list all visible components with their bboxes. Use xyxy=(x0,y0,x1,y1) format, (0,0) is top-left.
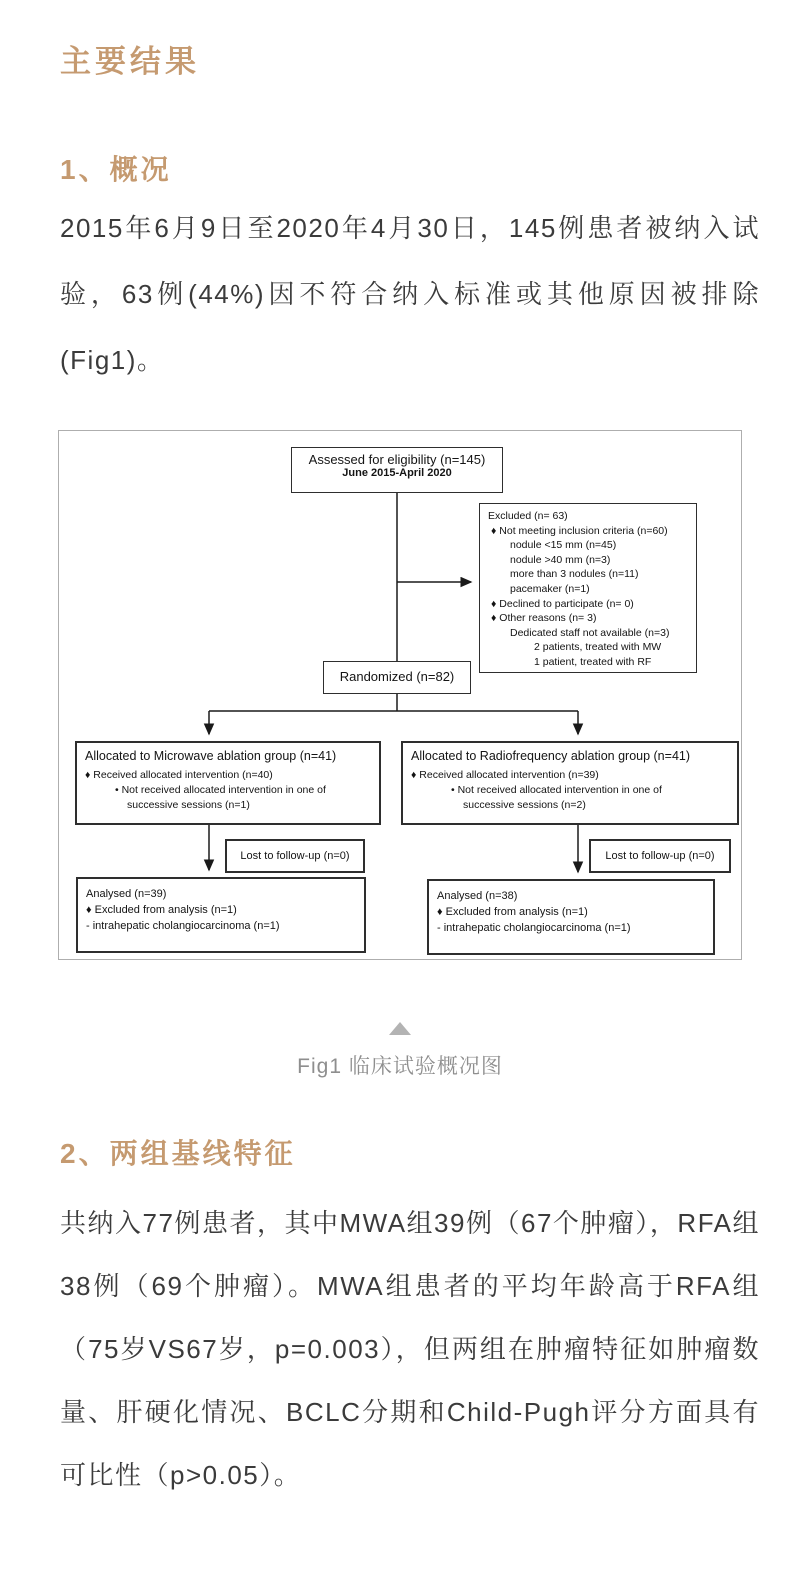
analysed-mwa-line: ♦ Excluded from analysis (n=1) xyxy=(86,904,237,916)
excluded-line: more than 3 nodules (n=11) xyxy=(510,568,639,581)
flowchart-box-lost-mwa xyxy=(225,839,365,873)
rfa-allocation-line: successive sessions (n=2) xyxy=(463,799,586,811)
rfa-allocation-line: ♦ Received allocated intervention (n=39) xyxy=(411,769,599,781)
consort-flowchart-figure xyxy=(58,430,742,960)
analysed-mwa-line: - intrahepatic cholangiocarcinoma (n=1) xyxy=(86,920,280,932)
page-title: 主要结果 xyxy=(60,44,200,80)
excluded-line: ♦ Other reasons (n= 3) xyxy=(491,612,597,625)
collapse-triangle-icon xyxy=(389,1022,411,1035)
mwa-allocation-line: ♦ Received allocated intervention (n=40) xyxy=(85,769,273,781)
assessed-dates: June 2015-April 2020 xyxy=(342,467,452,479)
excluded-line: pacemaker (n=1) xyxy=(510,582,590,595)
mwa-allocation-title: Allocated to Microwave ablation group (n=41) xyxy=(85,749,337,763)
figure-caption: Fig1 临床试验概况图 xyxy=(297,1055,503,1078)
analysed-rfa-line: Analysed (n=38) xyxy=(437,890,518,902)
flowchart-box-lost-rfa xyxy=(589,839,731,873)
flowchart-box-excluded xyxy=(479,503,697,673)
mwa-allocation-line: • Not received allocated intervention in one of xyxy=(115,784,326,796)
randomized-label: Randomized (n=82) xyxy=(339,669,455,684)
section-1-paragraph: 2015年6月9日至2020年4月30日，145例患者被纳入试验，63例(44%)因不符合纳入标准或其他原因被排除(Fig1)。 xyxy=(60,213,760,375)
section-2-paragraph: 共纳入77例患者，其中MWA组39例（67个肿瘤），RFA组38例（69个肿瘤）。MWA组患者的平均年龄高于RFA组（75岁VS67岁，p=0.003），但两组在肿瘤特征如肿瘤数量、肝硬化情况、BCLC分期和Child-Pugh评分方面具有可比性（p>0.05）。 xyxy=(60,1208,760,1490)
assessed-title: Assessed for eligibility (n=145) xyxy=(308,452,486,467)
flowchart-box-analysed-rfa xyxy=(427,879,715,955)
analysed-mwa-line: Analysed (n=39) xyxy=(86,888,167,900)
excluded-line: ♦ Not meeting inclusion criteria (n=60) xyxy=(491,524,668,537)
analysed-rfa-line: ♦ Excluded from analysis (n=1) xyxy=(437,906,588,918)
excluded-line: Excluded (n= 63) xyxy=(488,510,568,522)
lost-mwa-label: Lost to follow-up (n=0) xyxy=(240,850,350,862)
rfa-allocation-line: • Not received allocated intervention in one of xyxy=(451,784,662,796)
flowchart-box-analysed-mwa xyxy=(76,877,366,953)
mwa-allocation-line: successive sessions (n=1) xyxy=(127,799,250,811)
flowchart-box-randomized xyxy=(323,661,471,694)
section-1-heading: 1、概况 xyxy=(60,154,172,185)
flowchart-box-assessed xyxy=(291,447,503,493)
lost-rfa-label: Lost to follow-up (n=0) xyxy=(605,850,715,862)
flowchart-box-mwa-allocation xyxy=(75,741,381,825)
excluded-line: 1 patient, treated with RF xyxy=(534,655,652,668)
excluded-line: Dedicated staff not available (n=3) xyxy=(510,626,670,639)
excluded-line: ♦ Declined to participate (n= 0) xyxy=(491,597,634,610)
excluded-line: nodule <15 mm (n=45) xyxy=(510,539,617,552)
excluded-line: nodule >40 mm (n=3) xyxy=(510,553,611,566)
section-2-heading: 2、两组基线特征 xyxy=(60,1138,296,1169)
analysed-rfa-line: - intrahepatic cholangiocarcinoma (n=1) xyxy=(437,922,631,934)
flowchart-box-rfa-allocation xyxy=(401,741,739,825)
excluded-line: 2 patients, treated with MW xyxy=(534,641,662,654)
rfa-allocation-title: Allocated to Radiofrequency ablation group (n=41) xyxy=(411,749,691,763)
